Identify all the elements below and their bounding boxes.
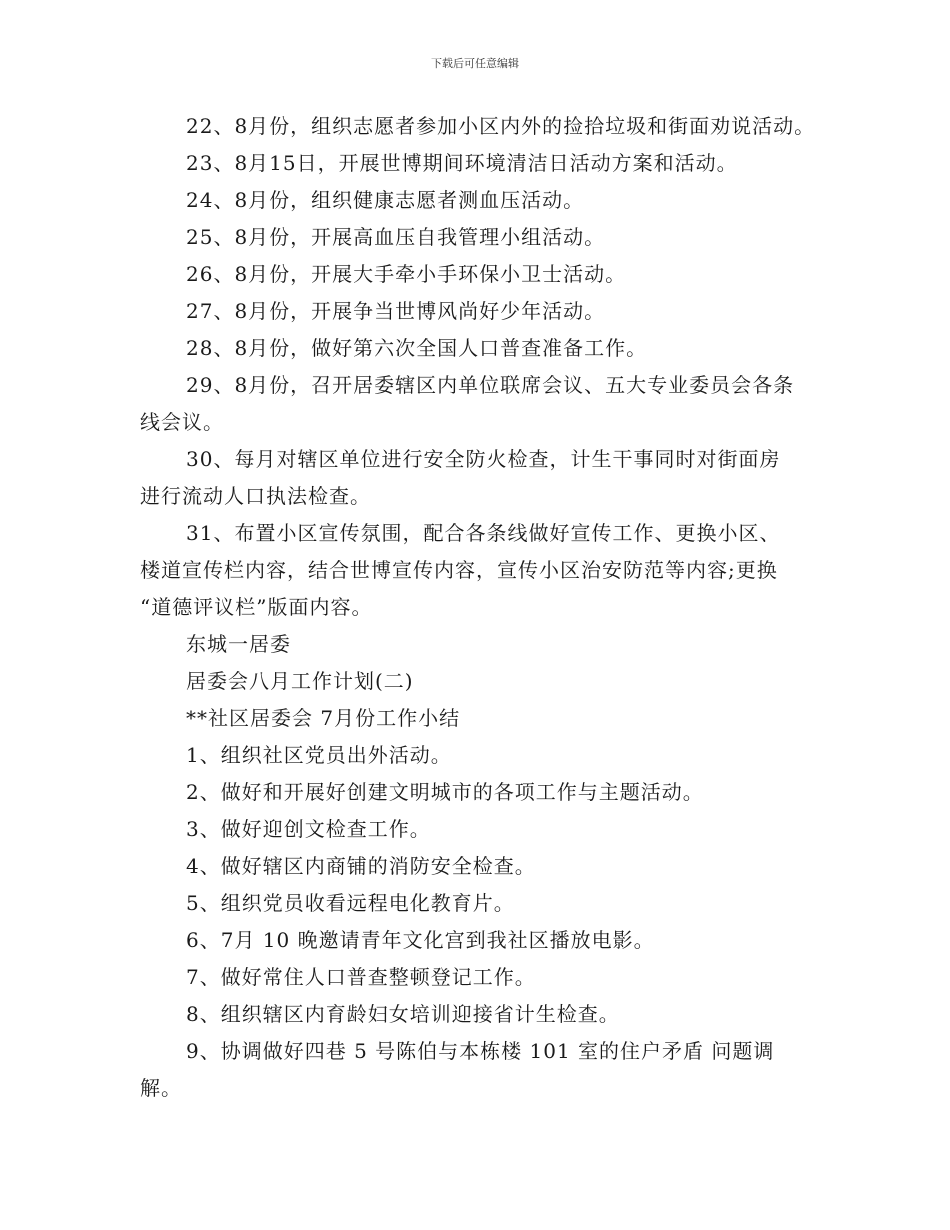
paragraph-line: 31、布置小区宣传氛围，配合各条线做好宣传工作、更换小区、: [186, 521, 781, 545]
paragraph-line: 楼道宣传栏内容，结合世博宣传内容，宣传小区治安防范等内容;更换: [140, 558, 778, 582]
list-item: 2、做好和开展好创建文明城市的各项工作与主题活动。: [186, 780, 704, 804]
list-item: 8、组织辖区内育龄妇女培训迎接省计生检查。: [186, 1002, 620, 1026]
list-item: 3、做好迎创文检查工作。: [186, 817, 431, 841]
list-item-continuation: 解。: [140, 1076, 182, 1100]
paragraph-line: 25、8月份，开展高血压自我管理小组活动。: [186, 225, 606, 249]
list-item: 1、组织社区党员出外活动。: [186, 743, 452, 767]
paragraph-line: 线会议。: [140, 410, 224, 434]
list-item: 4、做好辖区内商铺的消防安全检查。: [186, 854, 536, 878]
list-item: 6、7月 10 晚邀请青年文化宫到我社区播放电影。: [186, 928, 655, 952]
list-item: 7、做好常住人口普查整顿登记工作。: [186, 965, 536, 989]
paragraph-line: 30、每月对辖区单位进行安全防火检查，计生干事同时对街面房: [186, 447, 781, 471]
paragraph-line: “道德评议栏”版面内容。: [140, 595, 373, 619]
paragraph-line: 29、8月份，召开居委辖区内单位联席会议、五大专业委员会各条: [186, 373, 795, 397]
section-title: 居委会八月工作计划(二): [186, 669, 414, 693]
list-item: 9、协调做好四巷 5 号陈伯与本栋楼 101 室的住户矛盾 问题调: [186, 1039, 775, 1063]
page-header: 下载后可任意编辑: [431, 57, 519, 70]
document-body: [140, 108, 820, 1107]
signature-line: 东城一居委: [186, 632, 291, 656]
paragraph-line: 23、8月15日，开展世博期间环境清洁日活动方案和活动。: [186, 151, 738, 175]
paragraph-line: 27、8月份，开展争当世博风尚好少年活动。: [186, 299, 606, 323]
paragraph-line: 22、8月份，组织志愿者参加小区内外的捡拾垃圾和街面劝说活动。: [186, 114, 816, 138]
paragraph-line: 26、8月份，开展大手牵小手环保小卫士活动。: [186, 262, 627, 286]
paragraph-line: 24、8月份，组织健康志愿者测血压活动。: [186, 188, 585, 212]
paragraph-line: 进行流动人口执法检查。: [140, 484, 371, 508]
list-item: 5、组织党员收看远程电化教育片。: [186, 891, 515, 915]
section-subtitle: **社区居委会 7月份工作小结: [186, 706, 461, 730]
paragraph-line: 28、8月份，做好第六次全国人口普查准备工作。: [186, 336, 648, 360]
